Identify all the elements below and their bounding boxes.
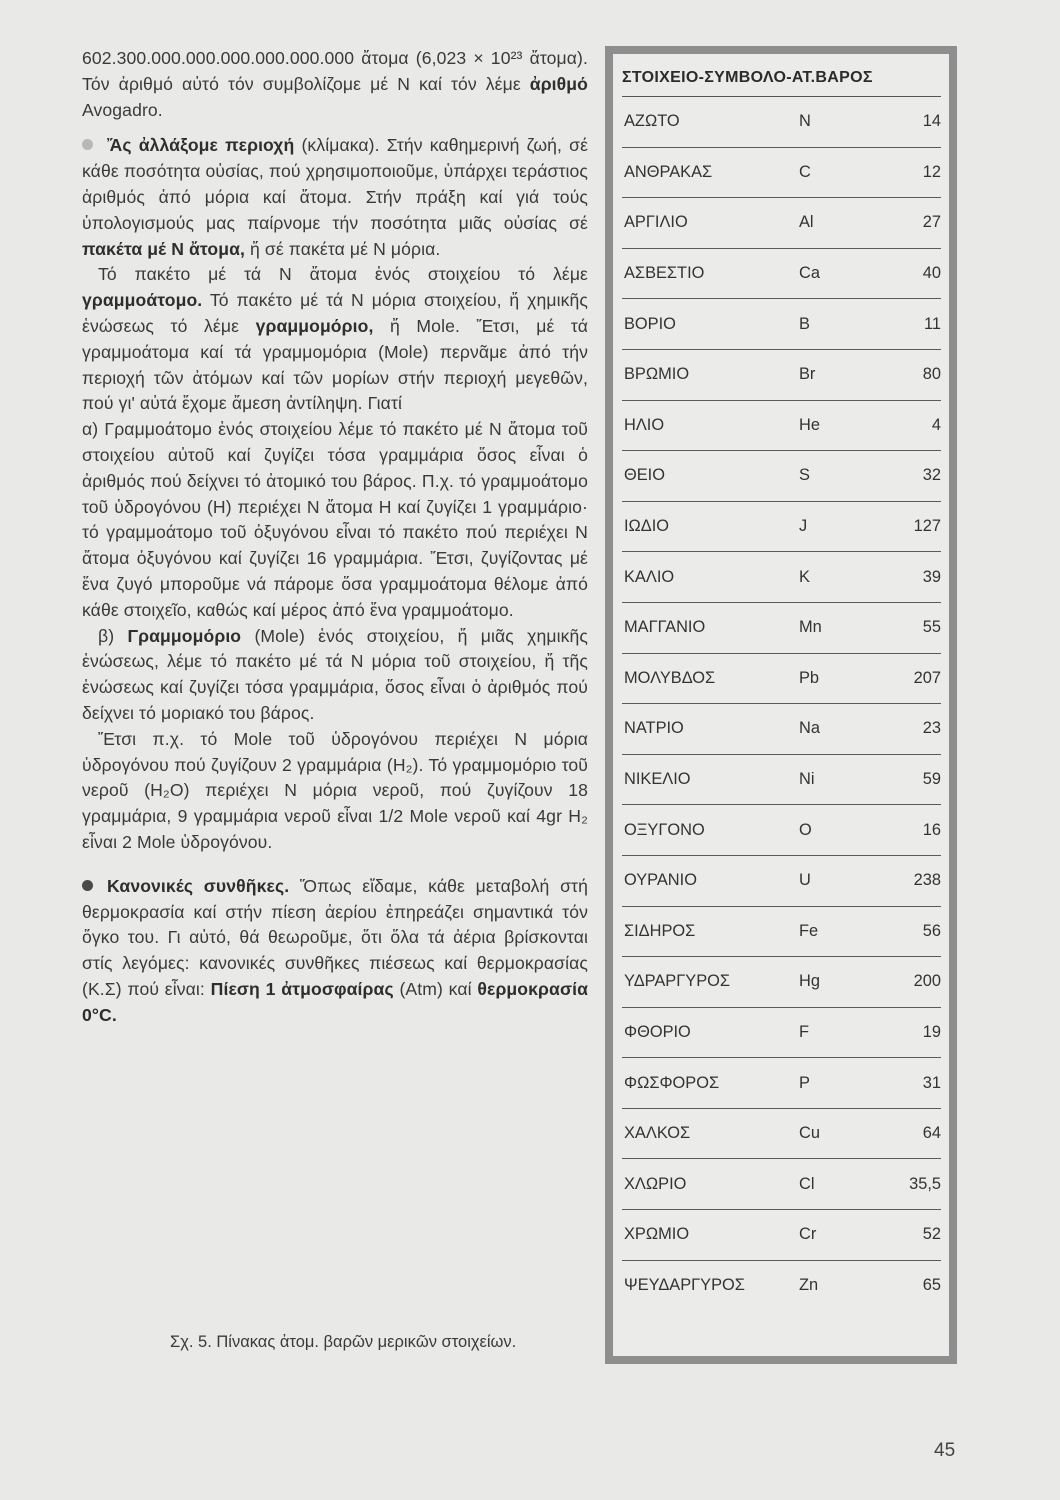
element-name: ΝΑΤΡΙΟ (624, 719, 684, 738)
paragraph-gram-atom: α) Γραμμοάτομο ἑνός στοιχείου λέμε τό πακέτο μέ N ἄτομα τοῦ στοιχείου αὐτοῦ καί ζυγίζει τόσα γραμμάρια ὅσος εἶναι ὁ ἀριθμός πού δείχνει τό ἀτομικό του βάρος. Π.χ. τό γραμμοάτομο τοῦ ὑδρογόνου (H) περιέχει N ἄτομα H καί ζυγίζει 1 γραμμάριο· τό γραμμοάτομο τοῦ ὀξυγόνου εἶναι τό πακέτο πού περιέχει N ἄτομα ὀξυγόνου καί ζυγίζει 16 γραμμάρια. Ἔτσι, ζυγίζοντας μέ ἕνα ζυγό μποροῦμε νά πάρομε ὅσα γραμμοάτομα θέλομε ἀπό κάθε στοιχεῖο, καθώς καί μέρος ἀπό ἕνα γραμμοάτομο. (82, 419, 588, 620)
element-symbol: S (799, 466, 810, 485)
element-name: ΑΡΓΙΛΙΟ (624, 213, 688, 232)
text-run: ἤ Mole. Ἔτσι, μέ τά γραμμοάτομα καί τά γραμμομόρια (Mole) περνᾶμε ἀπό τήν περιοχή τῶν ἀτόμων καί τῶν μορίων στήν περιοχή μεγεθῶν, πού γι' αὐτά ἔχομε ἄμεση ἀντίληψη. Γιατί (82, 315, 589, 414)
table-row (622, 856, 941, 907)
atomic-weight: 64 (922, 1124, 941, 1143)
element-symbol: C (799, 162, 811, 181)
atomic-weight: 12 (922, 162, 941, 181)
element-symbol: F (799, 1022, 810, 1041)
element-symbol: U (799, 871, 811, 890)
bold-term: Πίεση 1 ἀτμοσφαίρας (210, 978, 394, 999)
paragraph-mole-definition (82, 262, 588, 417)
atomic-weight: 40 (922, 264, 941, 283)
table-row (622, 350, 941, 401)
text-run: Avogadro. (82, 99, 163, 120)
atomic-weight: 52 (922, 1225, 941, 1244)
atomic-weight: 16 (922, 820, 941, 839)
element-name: ΦΘΟΡΙΟ (624, 1022, 691, 1041)
element-symbol: B (799, 314, 810, 333)
element-name: ΜΟΛΥΒΔΟΣ (624, 668, 716, 687)
element-name: ΚΑΛΙΟ (624, 567, 675, 586)
element-symbol: Al (799, 213, 814, 232)
table-row (622, 552, 941, 603)
element-symbol: P (799, 1073, 810, 1092)
paragraph-standard-conditions (82, 874, 588, 1029)
text-run: β) (98, 625, 128, 646)
table-row (622, 1008, 941, 1059)
table-row (622, 654, 941, 705)
element-name: ΧΛΩΡΙΟ (624, 1174, 687, 1193)
element-name: ΒΟΡΙΟ (624, 314, 676, 333)
text-run: (Mole) ἑνός στοιχείου, ἤ μιᾶς χημικῆς ἑνώσεως, λέμε τό πακέτο μέ τά N μόρια τοῦ στοιχείου, ἤ τῆς ἑνώσεως καί ζυγίζει τόσα γραμμάρια, ὅσος εἶναι ὁ ἀριθμός πού δείχνει τό μοριακό του βάρος. (82, 625, 588, 723)
table-rows (622, 97, 941, 1311)
table-row (622, 198, 941, 249)
atomic-weight: 4 (931, 415, 941, 434)
element-name: ΑΝΘΡΑΚΑΣ (624, 162, 713, 181)
element-symbol: Cu (799, 1124, 820, 1143)
element-name: ΜΑΓΓΑΝΙΟ (624, 618, 706, 637)
atomic-weight: 31 (922, 1073, 941, 1092)
table-header: ΣΤΟΙΧΕΙΟ-ΣΥΜΒΟΛΟ-ΑΤ.ΒΑΡΟΣ (622, 60, 941, 97)
text-run: Τό πακέτο μέ τά N ἄτομα ἑνός στοιχείου τό λέμε (98, 264, 588, 285)
element-name: ΧΡΩΜΙΟ (624, 1225, 690, 1244)
atomic-weight: 207 (913, 668, 941, 687)
atomic-weight: 55 (922, 618, 941, 637)
element-name: ΧΑΛΚΟΣ (624, 1124, 691, 1143)
element-symbol: Br (799, 365, 816, 384)
paragraph-gram-molecule (82, 624, 588, 727)
table-row (622, 1261, 941, 1312)
atomic-weight: 35,5 (909, 1174, 941, 1193)
atomic-weight: 59 (922, 770, 941, 789)
element-symbol: J (799, 517, 808, 536)
table-row (622, 704, 941, 755)
table-row (622, 451, 941, 502)
text-run: 602.300.000.000.000.000.000.000 ἄτομα (6,023 × 10²³ ἄτομα). Τόν ἀριθμό αὐτό τόν συμβολίζομε μέ N καί τόν λέμε (82, 48, 588, 94)
text-run: Ὅπως εἴδαμε, κάθε μεταβολή στή θερμοκρασία καί στήν πίεση ἀερίου ἐπηρεάζει σημαντικά τόν ὄγκο του. Γι αὐτό, θά θεωροῦμε, ὅτι ὅλα τά ἀέρια βρίσκονται στίς λεγόμες: κανονικές συνθῆκες πιέσεως καί θερμοκρασίας (Κ.Σ) πού εἶναι: (82, 875, 588, 999)
element-name: ΥΔΡΑΡΓΥΡΟΣ (624, 972, 731, 991)
body-text-column (82, 46, 588, 1028)
element-symbol: O (799, 820, 812, 839)
table-row (622, 603, 941, 654)
table-row (622, 1210, 941, 1261)
atomic-weight: 200 (913, 972, 941, 991)
text-run: Τό πακέτο μέ τά N μόρια στοιχείου, ἤ χημικῆς ἑνώσεως τό λέμε (82, 290, 588, 336)
atomic-weight: 32 (922, 466, 941, 485)
paragraph-examples: Ἔτσι π.χ. τό Mole τοῦ ὑδρογόνου περιέχει N μόρια ὑδρογόνου πού ζυγίζουν 2 γραμμάρια (H₂). Τό γραμμομόριο τοῦ νεροῦ (H₂O) περιέχει N μόρια νεροῦ, πού ζυγίζουν 18 γραμμάρια, 9 γραμμάρια νεροῦ εἶναι 1/2 Mole νεροῦ καί 4gr H₂ εἶναι 2 Mole ὑδρογόνου. (82, 728, 588, 852)
element-symbol: He (799, 415, 820, 434)
element-symbol: Ni (799, 770, 815, 789)
element-symbol: Pb (799, 668, 820, 687)
bold-term: Ἄς ἀλλάξομε περιοχή (107, 135, 295, 156)
atomic-weight: 56 (922, 921, 941, 940)
element-name: ΦΩΣΦΟΡΟΣ (624, 1073, 720, 1092)
bold-term: γραμμοάτομο. (82, 290, 203, 311)
text-run: ἤ σέ πακέτα μέ N μόρια. (245, 238, 441, 259)
atomic-weights-table (605, 46, 957, 1364)
table-row (622, 401, 941, 452)
element-symbol: Cr (799, 1225, 817, 1244)
text-run: (Atm) καί (393, 978, 478, 999)
element-name: ΒΡΩΜΙΟ (624, 365, 690, 384)
element-name: ΨΕΥΔΑΡΓΥΡΟΣ (624, 1276, 745, 1295)
table-row (622, 1159, 941, 1210)
element-name: ΑΣΒΕΣΤΙΟ (624, 264, 705, 283)
element-symbol: Cl (799, 1174, 815, 1193)
table-body (613, 54, 949, 1356)
atomic-weight: 238 (913, 871, 941, 890)
table-row (622, 755, 941, 806)
atomic-weight: 65 (922, 1276, 941, 1295)
table-row (622, 148, 941, 199)
bullet-icon (82, 139, 93, 150)
element-symbol: Ca (799, 264, 820, 283)
element-symbol: K (799, 567, 810, 586)
element-name: ΟΞΥΓΟΝΟ (624, 820, 705, 839)
page-number: 45 (934, 1440, 956, 1461)
bold-term: Γραμμομόριο (127, 625, 242, 646)
element-symbol: Hg (799, 972, 820, 991)
table-row (622, 957, 941, 1008)
element-name: ΟΥΡΑΝΙΟ (624, 871, 697, 890)
element-name: ΙΩΔΙΟ (624, 517, 670, 536)
table-row (622, 805, 941, 856)
figure-caption: Σχ. 5. Πίνακας ἀτομ. βαρῶν μερικῶν στοιχείων. (170, 1333, 517, 1351)
element-symbol: Fe (799, 921, 819, 940)
atomic-weight: 19 (922, 1022, 941, 1041)
element-symbol: N (799, 112, 811, 131)
element-name: ΘΕΙΟ (624, 466, 665, 485)
atomic-weight: 14 (922, 112, 941, 131)
atomic-weight: 39 (922, 567, 941, 586)
element-symbol: Mn (799, 618, 822, 637)
table-row (622, 299, 941, 350)
table-row (622, 249, 941, 300)
paragraph-scale (82, 133, 588, 262)
element-symbol: Na (799, 719, 820, 738)
element-symbol: Zn (799, 1276, 819, 1295)
atomic-weight: 11 (923, 314, 941, 333)
atomic-weight: 23 (922, 719, 941, 738)
element-name: ΑΖΩΤΟ (624, 112, 680, 131)
element-name: ΣΙΔΗΡΟΣ (624, 921, 696, 940)
element-name: ΝΙΚΕΛΙΟ (624, 770, 691, 789)
bold-term: γραμμομόριο, (255, 315, 374, 336)
bold-term: Κανονικές συνθῆκες. (107, 875, 290, 896)
bullet-icon (82, 880, 93, 891)
element-name: ΗΛΙΟ (624, 415, 665, 434)
bold-term: θερμοκρασία 0°C. (82, 978, 588, 1025)
bold-term: ἀριθμό (529, 73, 588, 94)
table-row (622, 1058, 941, 1109)
atomic-weight: 27 (922, 213, 941, 232)
table-row (622, 502, 941, 553)
atomic-weight: 127 (913, 517, 941, 536)
atomic-weight: 80 (922, 365, 941, 384)
table-row (622, 907, 941, 958)
text-run: (κλίμακα). Στήν καθημερινή ζωή, σέ κάθε ποσότητα οὐσίας, πού χρησιμοποιοῦμε, ὑπάρχει τεράστιος ἀριθμός ἀπό μόρια καί ἄτομα. Στήν πράξη καί γιά τούς ὑπολογισμούς μας παίρνομε τήν ποσότητα μιᾶς οὐσίας σέ (82, 135, 589, 233)
table-row (622, 1109, 941, 1160)
bold-term: πακέτα μέ N ἄτομα, (82, 238, 245, 259)
paragraph-avogadro (82, 46, 588, 123)
table-row (622, 97, 941, 148)
